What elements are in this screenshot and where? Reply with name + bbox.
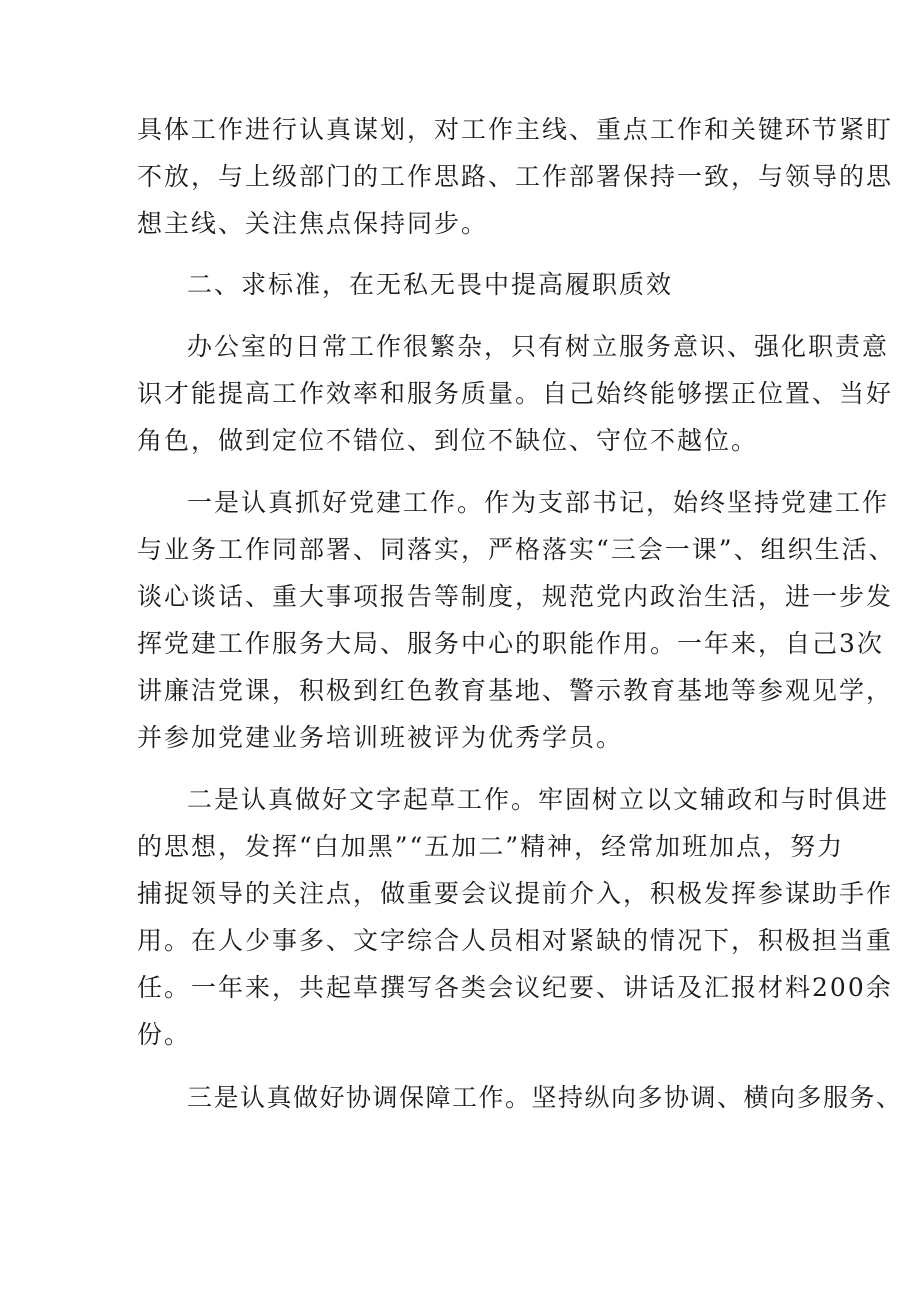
paragraph-line: 想主线、关注焦点保持同步。 — [137, 209, 489, 238]
paragraph-line: 用。在人少事多、文字综合人员相对紧缺的情况下，积极担当重 — [137, 926, 894, 955]
paragraph-line: 具体工作进行认真谋划，对工作主线、重点工作和关键环节紧盯 — [137, 115, 894, 144]
paragraph-line: 讲廉洁党课，积极到红色教育基地、警示教育基地等参观见学， — [137, 676, 894, 705]
paragraph-line: 份。 — [137, 1020, 192, 1049]
paragraph-line: 并参加党建业务培训班被评为优秀学员。 — [137, 723, 624, 752]
paragraph-line: 三是认真做好协调保障工作。坚持纵向多协调、横向多服务、 — [187, 1083, 903, 1112]
paragraph-line: 不放，与上级部门的工作思路、工作部署保持一致，与领导的思 — [137, 162, 894, 191]
paragraph-line: 二是认真做好文字起草工作。牢固树立以文辅政和与时俱进 — [187, 785, 890, 814]
paragraph-line: 与业务工作同部署、同落实，严格落实“三会一课”、组织生活、 — [137, 535, 896, 564]
paragraph-line: 识才能提高工作效率和服务质量。自己始终能够摆正位置、当好 — [137, 379, 894, 408]
paragraph-line: 任。一年来，共起草撰写各类会议纪要、讲话及汇报材料200余 — [137, 973, 893, 1002]
paragraph-line: 办公室的日常工作很繁杂，只有树立服务意识、强化职责意 — [187, 332, 890, 361]
paragraph-line: 捕捉领导的关注点，做重要会议提前介入，积极发挥参谋助手作 — [137, 879, 894, 908]
paragraph-line: 的思想，发挥“白加黑”“五加二”精神，经常加班加点，努力 — [137, 832, 845, 861]
section-heading: 二、求标准，在无私无畏中提高履职质效 — [187, 270, 674, 299]
paragraph-line: 角色，做到定位不错位、到位不缺位、守位不越位。 — [137, 426, 759, 455]
paragraph-line: 谈心谈话、重大事项报告等制度，规范党内政治生活，进一步发 — [137, 582, 894, 611]
paragraph-line: 一是认真抓好党建工作。作为支部书记，始终坚持党建工作 — [187, 488, 890, 517]
paragraph-line: 挥党建工作服务大局、服务中心的职能作用。一年来，自己3次 — [137, 629, 884, 658]
